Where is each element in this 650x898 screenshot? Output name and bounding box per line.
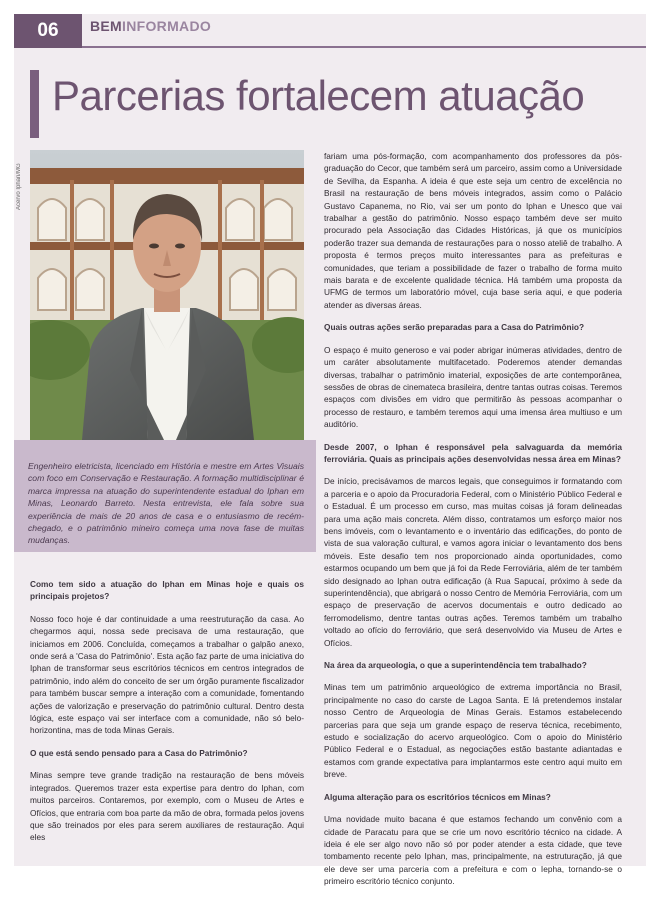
article-title: Parcerias fortalecem atuação	[52, 72, 585, 119]
interview-question: Na área da arqueologia, o que a superintendência tem trabalhado?	[324, 660, 587, 671]
brand-part-1: BEM	[90, 18, 123, 34]
photo-credit: Acervo Iphan/MG	[16, 163, 22, 210]
magazine-brand	[90, 18, 211, 34]
photo-caption: Engenheiro eletricista, licenciado em História e mestre em Artes Visuais com foco em Conservação e Restauração. A formação multidisciplinar é marca impressa na atuação do superintendente estadual do Iphan em Minas, Leonardo Barreto. Nesta entrevista, ele fala sobre sua experiência de mais de 20 anos de casa e o entusiasmo de recém-chegado, e o patrimônio mineiro começa uma nova fase de muitas mudanças.	[28, 461, 304, 546]
left-text-column	[30, 578, 304, 854]
interview-answer: O espaço é muito generoso e vai poder abrigar inúmeras atividades, dentro de um caráter absolutamente multifacetado. Poderemos atender demandas diversas, trabalhar o patrimônio imaterial, exposições de arte contemporânea, sessões de obras de cinemateca brasileira, dentre tantas outras coisas. Teremos espaços com divisões em vidro que permitirão às pessoas acompanhar o processo de restauro, e também teremos aqui uma imensa área multiuso e um auditório.	[324, 344, 622, 430]
page-number: 06	[37, 20, 59, 41]
interview-answer: Nosso foco hoje é dar continuidade a uma reestruturação da casa. Ao chegarmos aqui, nossa sede precisava de uma restauração, que iniciamos em 2006. Concluída, começamos a trabalhar o galpão anexo, onde será a 'Casa do Patrimônio'. Esta ação faz parte de uma iniciativa do Iphan de transformar seus escritórios técnicos em centros integrados de patrimônio, indo além do conceito de ser um órgão puramente fiscalizador para também buscar sempre a interação com a comunidade, fomentando ações de valorização e preservação do patrimônio cultural. Dentro desta lógica, este espaço vai ser interface com a comunidade, não só belo-horizontina, mas de toda Minas Gerais.	[30, 613, 304, 736]
interview-answer: Minas tem um patrimônio arqueológico de extrema importância no Brasil, principalmente no caso do carste de Lagoa Santa. E lá pretendemos instalar nosso Centro de Arqueologia de Minas Gerais. Estamos estabelecendo parcerias para que seja um grande espaço de reserva técnica, recebimento, estudo e socialização do acervo arqueológico. Com o apoio do Ministério Público Federal e o Estadual, as negociações estão bastante adiantadas e estamos com grande expectativa para implantarmos este centro aqui muito em breve.	[324, 682, 622, 780]
right-text-column	[324, 150, 622, 898]
interviewee-photo	[30, 150, 304, 440]
title-accent-bar	[30, 70, 39, 138]
interview-answer: Uma novidade muito bacana é que estamos fechando um convênio com a cidade de Paracatu para que se crie um novo escritório técnico na cidade. A ideia é ele ser algo novo não só por poder atender a esta cidade, que teve tombamento recente pelo Iphan, mas, principalmente, na estruturação, já que ele deve ser uma parceria com a prefeitura e com o Iepha, tornando-se o primeiro escritório técnico conjunto.	[324, 814, 622, 887]
brand-part-2: INFORMADO	[122, 18, 212, 34]
portrait-illustration	[30, 150, 304, 440]
interview-question: Alguma alteração para os escritórios técnicos em Minas?	[324, 791, 551, 802]
interview-question: Quais outras ações serão preparadas para a Casa do Patrimônio?	[324, 322, 585, 333]
interview-answer: Minas sempre teve grande tradição na restauração de bens móveis integrados. Queremos trazer esta expertise para dentro do Iphan, com muitos parceiros. Contaremos, por exemplo, com o Museu de Artes e Ofícios, que entraria com boa parte da mão de obra, formada pelos jovens que são treinados por eles para serem auxiliares de restauração. Aqui eles	[30, 770, 304, 843]
interview-question: Como tem sido a atuação do Iphan em Minas hoje e quais os principais projetos?	[30, 579, 304, 602]
interview-question: O que está sendo pensado para a Casa do Patrimônio?	[30, 747, 248, 758]
interview-answer: fariam uma pós-formação, com acompanhamento dos professores da pós-graduação do Cecor, que também será um parceiro, assim como a Universidade de Sevilha, da Espanha. A ideia é que este seja um centro de excelência no Brasil na restauração de bens móveis integrados, assim como o Palácio Gustavo Capanema, no Rio, vai ser um ponto do Iphan e Unesco que vai trabalhar a gestão do patrimônio. Nosso espaço também deve ser muito procurado pela Associação das Cidades Históricas, já que os municípios poderão trazer sua demanda de restaurações para o nosso ateliê de trabalho. A proposta é termos preços muito interessantes para as prefeituras e comunidades, que teriam a possibilidade de fazer o trabalho de forma muito mais barata e de excelente qualidade técnica. Há também uma proposta da UFMG de termos um laboratório móvel, cuja base seria aqui, e que poderia atender as diversas áreas.	[324, 151, 622, 310]
interview-question: Desde 2007, o Iphan é responsável pela salvaguarda da memória ferroviária. Quais as principais ações desenvolvidas nessa área em Minas?	[324, 441, 622, 464]
interview-answer: De início, precisávamos de marcos legais, que conseguimos ir formatando com a parceria e o apoio da Procuradoria Federal, com o Ministério Público Federal e o Estadual. É um processo em curso, mas muitas coisas já foram delineadas para uma ação mais concreta. Além disso, contratamos um esforço maior nos bens imóveis, com o levantamento e o inventário das edificações, do ponto de vista de sua valoração cultural, e vamos agora iniciar o levantamento dos bens móveis. Este desafio tem nos proporcionado ainda oportunidades, como estarmos ocupando um bem que já foi da Rede Ferroviária, além de ter também sido designado ao Iphan outra edificação (à Rua Sapucaí, próximo à sede da superintendência), que abrigará o nosso Centro de Memória Ferroviária, com um espaço de preservação de acervos documentais e outro dedicado ao ferromodelismo, dentre tantas outras ações. Teremos também um trabalho voltado ao ofício do ferroviário, que será desenvolvido via Museu de Artes e Ofícios.	[324, 476, 622, 648]
header-rule	[82, 46, 646, 48]
